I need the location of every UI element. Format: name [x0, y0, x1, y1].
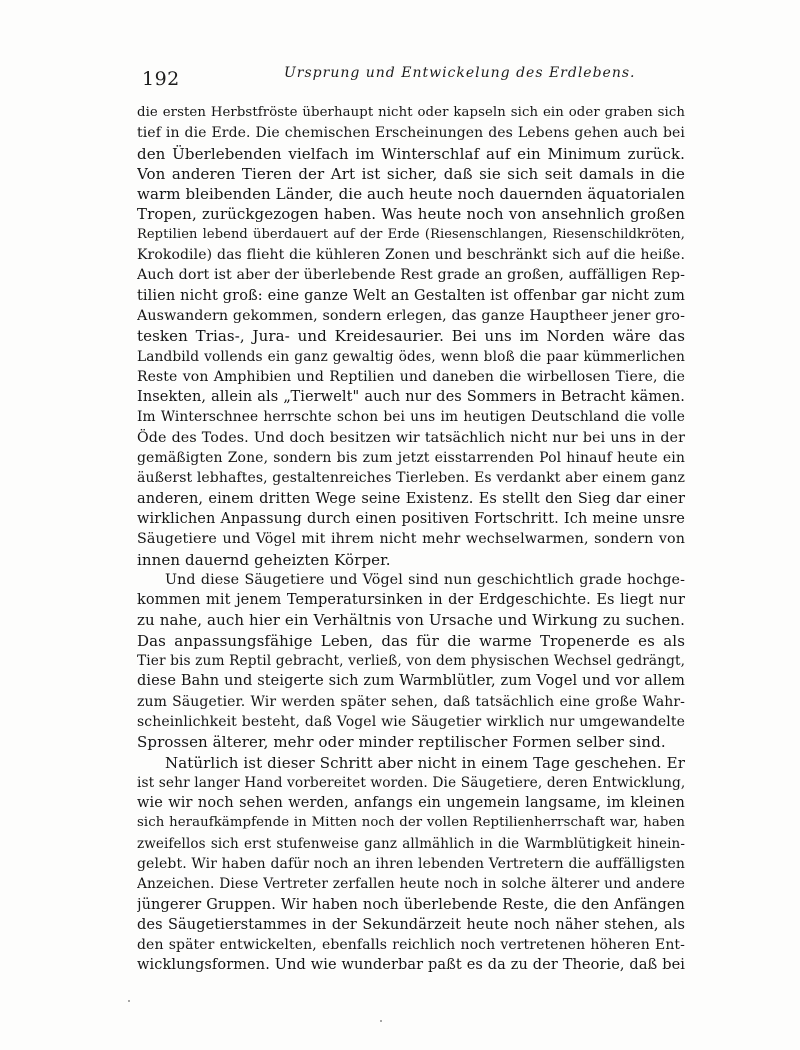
text-line: Anzeichen. Diese Vertreter zerfallen heute noch in solche älterer und andere	[137, 876, 685, 893]
text-line: äußerst lebhaftes, gestaltenreiches Tierleben. Es verdankt aber einem ganz	[137, 470, 685, 487]
text-line: sich heraufkämpfende in Mitten noch der vollen Reptilienherrschaft war, haben	[137, 815, 685, 831]
text-line: die ersten Herbstfröste überhaupt nicht oder kapseln sich ein oder graben sich	[137, 105, 685, 120]
text-line: Krokodile) das flieht die kühleren Zonen und beschränkt sich auf die heiße.	[137, 247, 685, 264]
text-line: Auch dort ist aber der überlebende Rest grade an großen, auffälligen Rep-	[137, 267, 685, 284]
text-line: innen dauernd geheizten Körper.	[137, 550, 391, 569]
text-line: den später entwickelten, ebenfalls reichlich noch vertretenen höheren Ent-	[137, 937, 685, 954]
text-line: zu nahe, auch hier ein Verhältnis von Ursache und Wirkung zu suchen.	[137, 611, 685, 630]
text-line: Reste von Amphibien und Reptilien und daneben die wirbellosen Tiere, die	[137, 368, 685, 385]
text-line: Das anpassungsfähige Leben, das für die warme Tropenerde es als	[137, 631, 685, 650]
text-line: ist sehr langer Hand vorbereitet worden. Die Säugetiere, deren Entwicklung,	[137, 774, 685, 791]
text-line: Landbild vollends ein ganz gewaltig ödes, wenn bloß die paar kümmerlichen	[137, 348, 685, 365]
text-line: zum Säugetier. Wir werden später sehen, daß tatsächlich eine große Wahr-	[137, 693, 685, 710]
paragraph	[137, 570, 685, 753]
running-head	[142, 60, 682, 90]
text-line: Im Winterschnee herrschte schon bei uns im heutigen Deutschland die volle	[137, 409, 685, 426]
running-title: Ursprung und Entwickelung des Erdlebens.	[284, 65, 636, 81]
text-line: scheinlichkeit besteht, daß Vogel wie Säugetier wirklich nur umgewandelte	[137, 713, 685, 730]
text-line: den Überlebenden vielfach im Winterschlaf auf ein Minimum zurück.	[137, 144, 685, 163]
text-line: Säugetiere und Vögel mit ihrem nicht mehr wechselwarmen, sondern von	[137, 531, 685, 548]
text-line: Tropen, zurückgezogen haben. Was heute noch von ansehnlich großen	[137, 205, 685, 224]
text-line: jüngerer Gruppen. Wir haben noch überlebende Reste, die den Anfängen	[137, 896, 685, 913]
text-line: Und diese Säugetiere und Vögel sind nun geschichtlich grade hochge-	[165, 571, 685, 588]
text-line: Sprossen älterer, mehr oder minder reptilischer Formen selber sind.	[137, 733, 666, 752]
text-line: wie wir noch sehen werden, anfangs ein ungemein langsame, im kleinen	[137, 795, 685, 812]
text-line: gemäßigten Zone, sondern bis zum jetzt eisstarrenden Pol hinauf heute ein	[137, 450, 685, 467]
text-line: Insekten, allein als „Tierwelt" auch nur des Sommers in Betracht kämen.	[137, 389, 685, 406]
text-line: wicklungsformen. Und wie wunderbar paßt es da zu der Theorie, daß bei	[137, 957, 685, 974]
scan-speck	[380, 1020, 382, 1022]
text-line: Öde des Todes. Und doch besitzen wir tatsächlich nicht nur bei uns in der	[137, 429, 685, 446]
paragraph	[137, 753, 685, 976]
text-line: Reptilien lebend überdauert auf der Erde (Riesenschlangen, Riesenschildkröten,	[137, 226, 685, 242]
text-line: gelebt. Wir haben dafür noch an ihren lebenden Vertretern die auffälligsten	[137, 855, 685, 872]
paragraph	[137, 103, 685, 570]
text-line: Von anderen Tieren der Art ist sicher, daß sie sich seit damals in die	[137, 164, 685, 183]
body-text	[137, 103, 685, 976]
text-line: tilien nicht groß: eine ganze Welt an Gestalten ist offenbar gar nicht zum	[137, 287, 685, 304]
text-line: zweifellos sich erst stufenweise ganz allmählich in die Warmblütigkeit hinein-	[137, 835, 685, 852]
text-line: Auswandern gekommen, sondern erlegen, das ganze Hauptheer jener gro-	[137, 307, 685, 324]
text-line: des Säugetierstammes in der Sekundärzeit heute noch näher stehen, als	[137, 916, 685, 933]
text-line: warm bleibenden Länder, die auch heute noch dauernden äquatorialen	[137, 185, 685, 204]
page-number: 192	[142, 68, 180, 90]
text-line: tesken Trias-, Jura- und Kreidesaurier. Bei uns im Norden wäre das	[137, 327, 685, 346]
scan-speck	[128, 1000, 130, 1002]
text-line: Natürlich ist dieser Schritt aber nicht in einem Tage geschehen. Er	[165, 753, 685, 772]
text-line: anderen, einem dritten Wege seine Existenz. Es stellt den Sieg dar einer	[137, 490, 685, 507]
text-line: kommen mit jenem Temperatursinken in der Erdgeschichte. Es liegt nur	[137, 592, 685, 609]
text-line: tief in die Erde. Die chemischen Erscheinungen des Lebens gehen auch bei	[137, 125, 685, 142]
text-line: wirklichen Anpassung durch einen positiven Fortschritt. Ich meine unsre	[137, 510, 685, 527]
text-line: Tier bis zum Reptil gebracht, verließ, von dem physischen Wechsel gedrängt,	[137, 653, 685, 670]
text-line: diese Bahn und steigerte sich zum Warmblütler, zum Vogel und vor allem	[137, 673, 685, 690]
